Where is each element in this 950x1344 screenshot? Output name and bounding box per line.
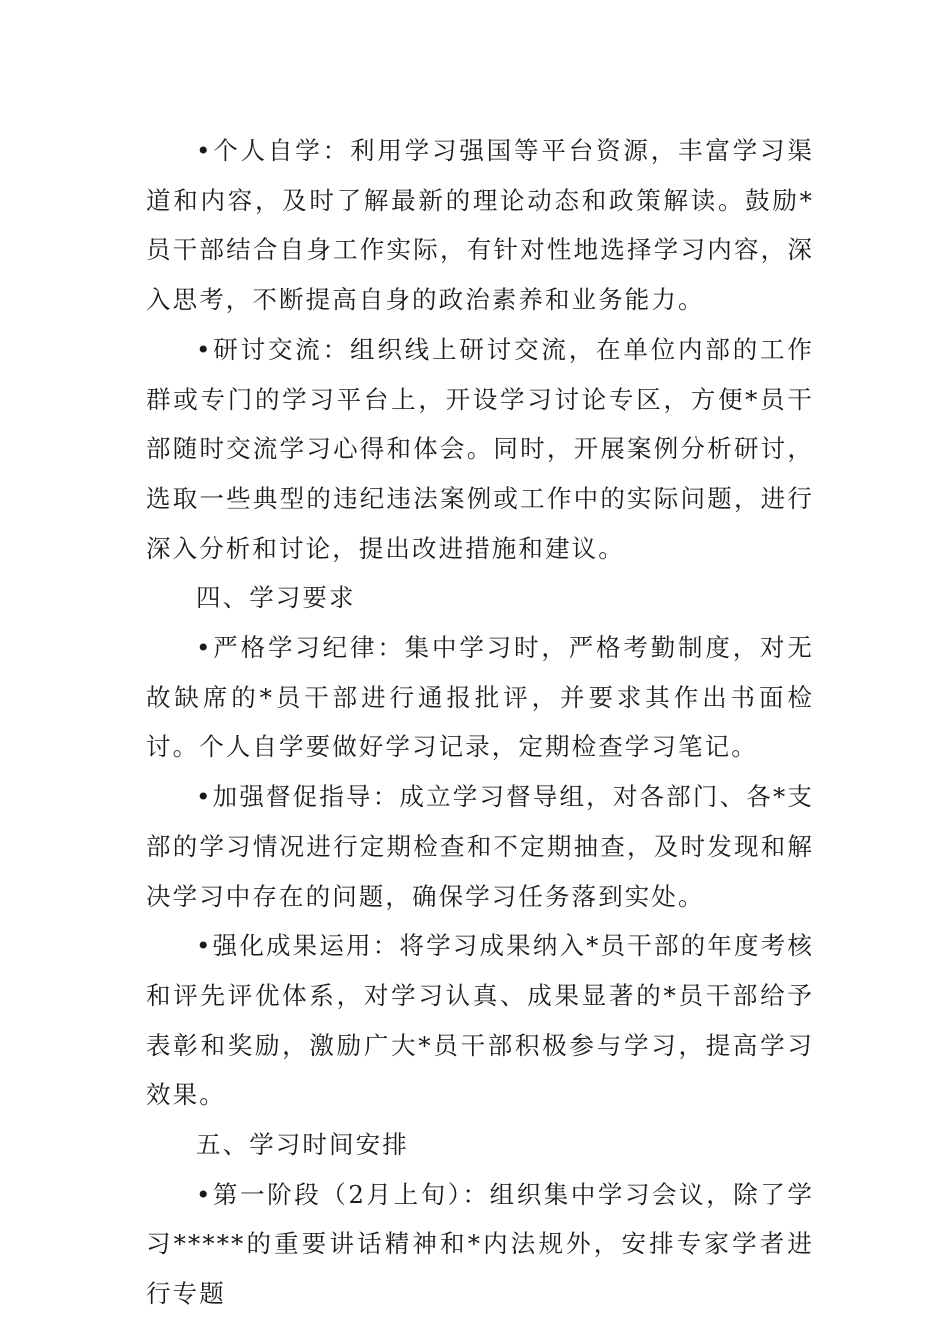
section-heading-schedule: 五、学习时间安排	[196, 1130, 409, 1160]
section-heading-requirements: 四、学习要求	[196, 583, 356, 613]
paragraph-phase-one: •第一阶段（2月上旬）：组织集中学习会议，除了学习*****的重要讲话精神和*内法规外，安排专家学者进行专题	[146, 1179, 814, 1309]
paragraph-study-discipline: •严格学习纪律：集中学习时，严格考勤制度，对无故缺席的*员干部进行通报批评，并要求其作出书面检讨。个人自学要做好学习记录，定期检查学习笔记。	[146, 633, 814, 762]
paragraph-discussion-exchange: •研讨交流：组织线上研讨交流，在单位内部的工作群或专门的学习平台上，开设学习讨论专区，方便*员干部随时交流学习心得和体会。同时，开展案例分析研讨，选取一些典型的违纪违法案例或工作中的实际问题，进行深入分析和讨论，提出改进措施和建议。	[146, 334, 814, 563]
paragraph-personal-study: •个人自学：利用学习强国等平台资源，丰富学习渠道和内容，及时了解最新的理论动态和政策解读。鼓励*员干部结合自身工作实际，有针对性地选择学习内容，深入思考，不断提高自身的政治素养和业务能力。	[146, 136, 814, 315]
paragraph-results-application: •强化成果运用：将学习成果纳入*员干部的年度考核和评先评优体系，对学习认真、成果显著的*员干部给予表彰和奖励，激励广大*员干部积极参与学习，提高学习效果。	[146, 931, 814, 1110]
document-body	[146, 126, 814, 1319]
paragraph-supervision-guidance: •加强督促指导：成立学习督导组，对各部门、各*支部的学习情况进行定期检查和不定期抽查，及时发现和解决学习中存在的问题，确保学习任务落到实处。	[146, 782, 814, 911]
